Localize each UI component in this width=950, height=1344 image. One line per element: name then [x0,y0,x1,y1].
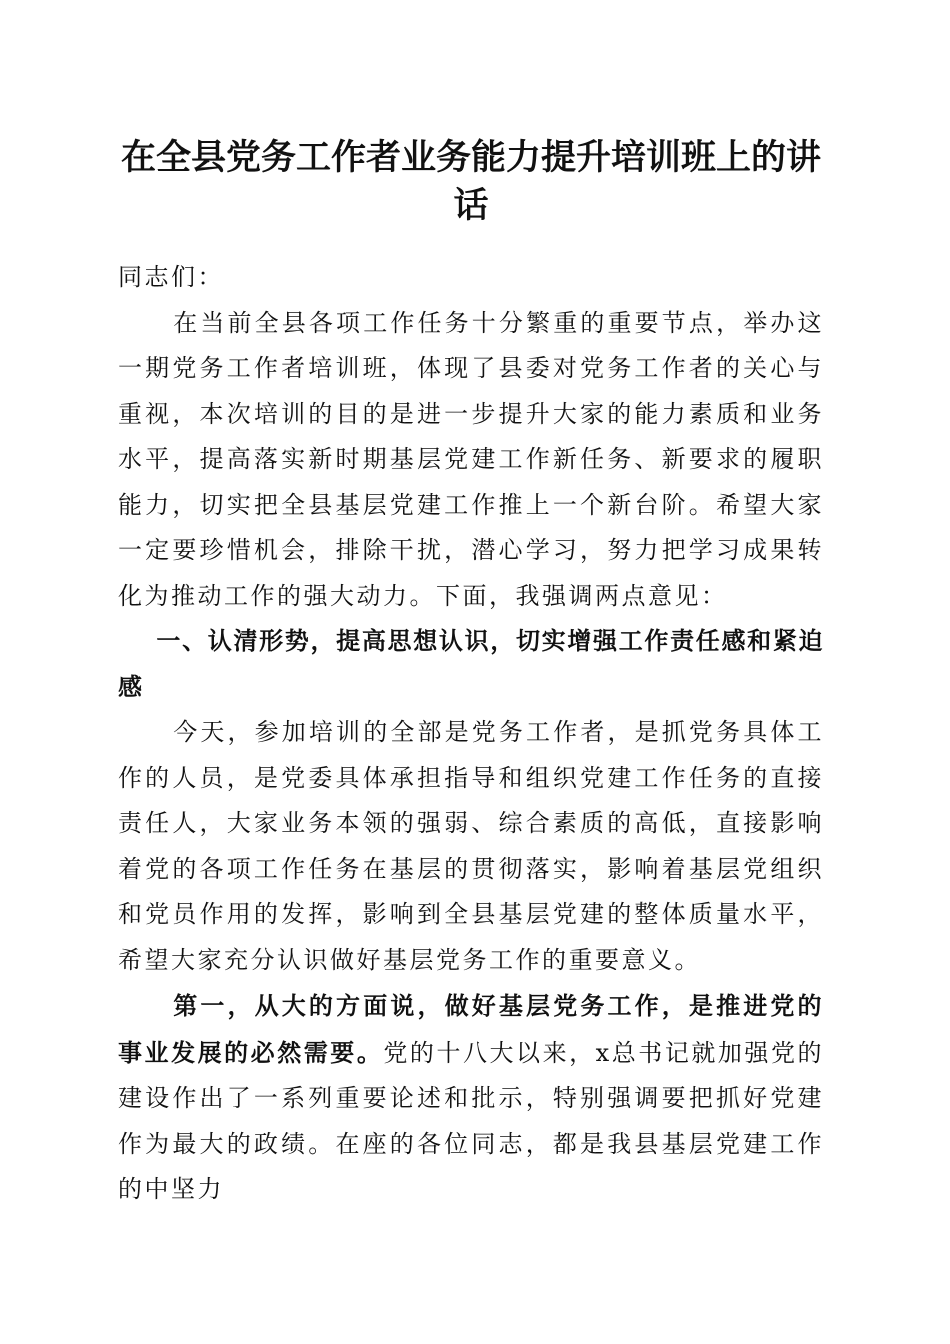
section-heading-1: 一、认清形势，提高思想认识，切实增强工作责任感和紧迫感 [118,627,824,701]
document-title: 在全县党务工作者业务能力提升培训班上的讲话 [120,137,821,226]
intro-paragraph: 在当前全县各项工作任务十分繁重的重要节点，举办这一期党务工作者培训班，体现了县委对党务工作者的关心与重视，本次培训的目的是进一步提升大家的能力素质和业务水平，提高落实新时期基层党建工作新任务、新要求的履职能力，切实把全县基层党建工作推上一个新台阶。希望大家一定要珍惜机会，排除干扰，潜心学习，努力把学习成果转化为推动工作的强大动力。下面，我强调两点意见： [118,308,824,610]
salutation: 同志们： [118,263,224,291]
section1-paragraph-1: 今天，参加培训的全部是党务工作者，是抓党务具体工作的人员，是党委具体承担指导和组织党建工作任务的直接责任人，大家业务本领的强弱、综合素质的高低，直接影响着党的各项工作任务在基层的贯彻落实，影响着基层党组织和党员作用的发挥，影响到全县基层党建的整体质量水平，希望大家充分认识做好基层党务工作的重要意义。 [118,718,824,974]
section1-paragraph-2 [118,983,824,1213]
paragraph-continuation: 党的十八大以来，x总书记就加强党的建设作出了一系列重要论述和批示，特别强调要把抓好党建作为最大的政绩。在座的各位同志，都是我县基层党建工作的中坚力 [118,1038,824,1203]
paragraph-lead-sentence: 第一，从大的方面说，做好基层党务工作，是推进党的事业发展的必然需要。 [118,991,824,1067]
document-body [118,255,824,1213]
